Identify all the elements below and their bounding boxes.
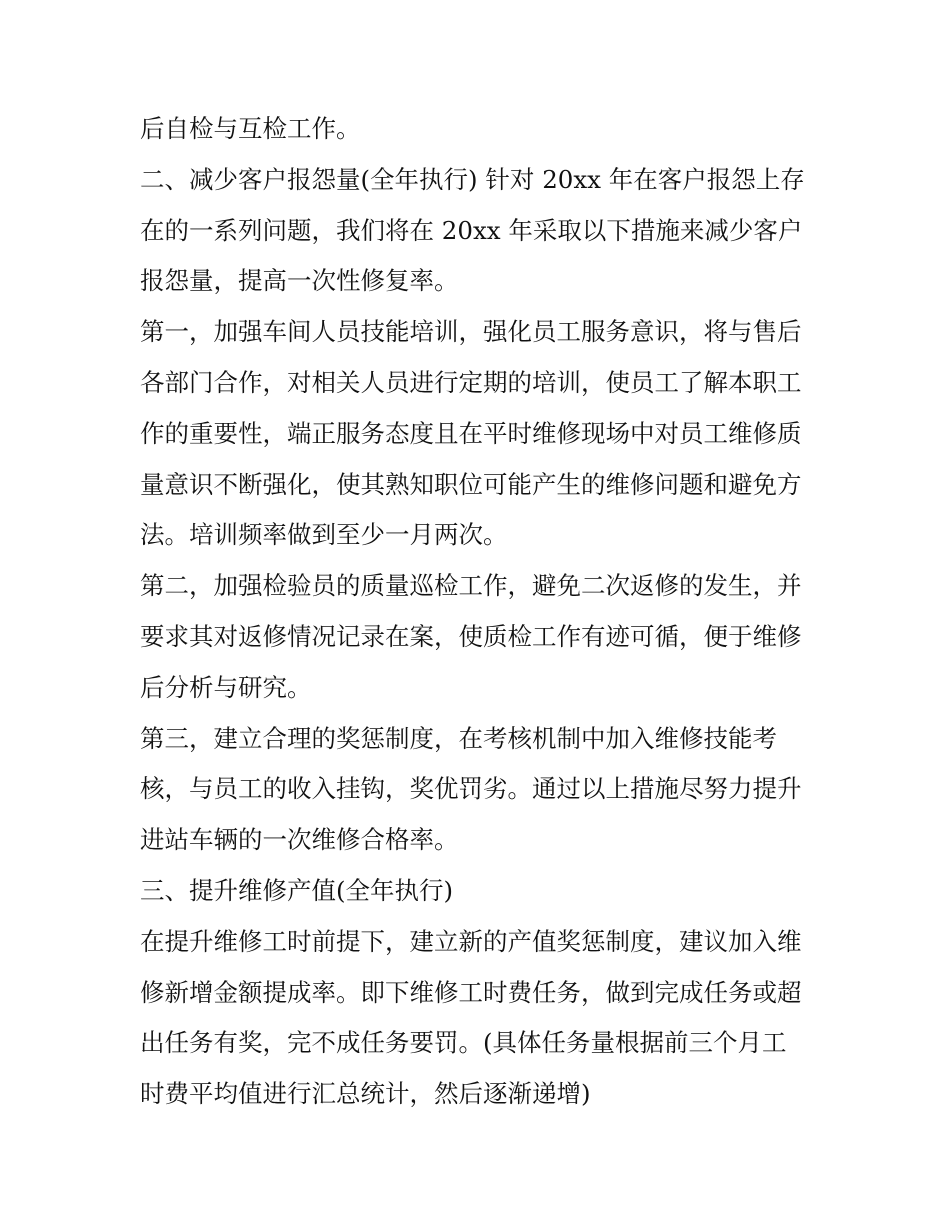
text-line: 修新增金额提成率。即下维修工时费任务，做到完成任务或超 xyxy=(140,977,802,1007)
text-line: 核，与员工的收入挂钩，奖优罚劣。通过以上措施尽努力提升 xyxy=(140,774,802,804)
text-line: 量意识不断强化，使其熟知职位可能产生的维修问题和避免方 xyxy=(140,469,802,499)
text-line: 法。培训频率做到至少一月两次。 xyxy=(140,520,508,550)
text-line: 各部门合作，对相关人员进行定期的培训，使员工了解本职工 xyxy=(140,367,802,397)
text-line: 三、提升维修产值(全年执行) xyxy=(140,875,454,905)
text-line: 第一，加强车间人员技能培训，强化员工服务意识，将与售后 xyxy=(140,317,802,347)
text-line: 在提升维修工时前提下，建立新的产值奖惩制度，建议加入维 xyxy=(140,926,802,956)
text-line: 时费平均值进行汇总统计，然后逐渐递增) xyxy=(140,1079,591,1109)
text-line: 要求其对返修情况记录在案，使质检工作有迹可循，便于维修 xyxy=(140,621,802,651)
text-line: 进站车辆的一次维修合格率。 xyxy=(140,825,459,855)
text-line: 第三，建立合理的奖惩制度，在考核机制中加入维修技能考 xyxy=(140,723,777,753)
text-line: 在的一系列问题，我们将在 20xx 年采取以下措施来减少客户 xyxy=(140,215,803,245)
text-line: 出任务有奖，完不成任务要罚。(具体任务量根据前三个月工 xyxy=(140,1028,787,1058)
text-line: 后分析与研究。 xyxy=(140,672,312,702)
text-line: 报怨量，提高一次性修复率。 xyxy=(140,266,459,296)
document-body xyxy=(140,104,820,1120)
text-line: 第二，加强检验员的质量巡检工作，避免二次返修的发生，并 xyxy=(140,571,802,601)
text-line: 后自检与互检工作。 xyxy=(140,114,361,143)
text-line: 作的重要性，端正服务态度且在平时维修现场中对员工维修质 xyxy=(140,418,802,448)
text-line: 二、减少客户报怨量(全年执行) 针对 20xx 年在客户报怨上存 xyxy=(140,164,805,194)
